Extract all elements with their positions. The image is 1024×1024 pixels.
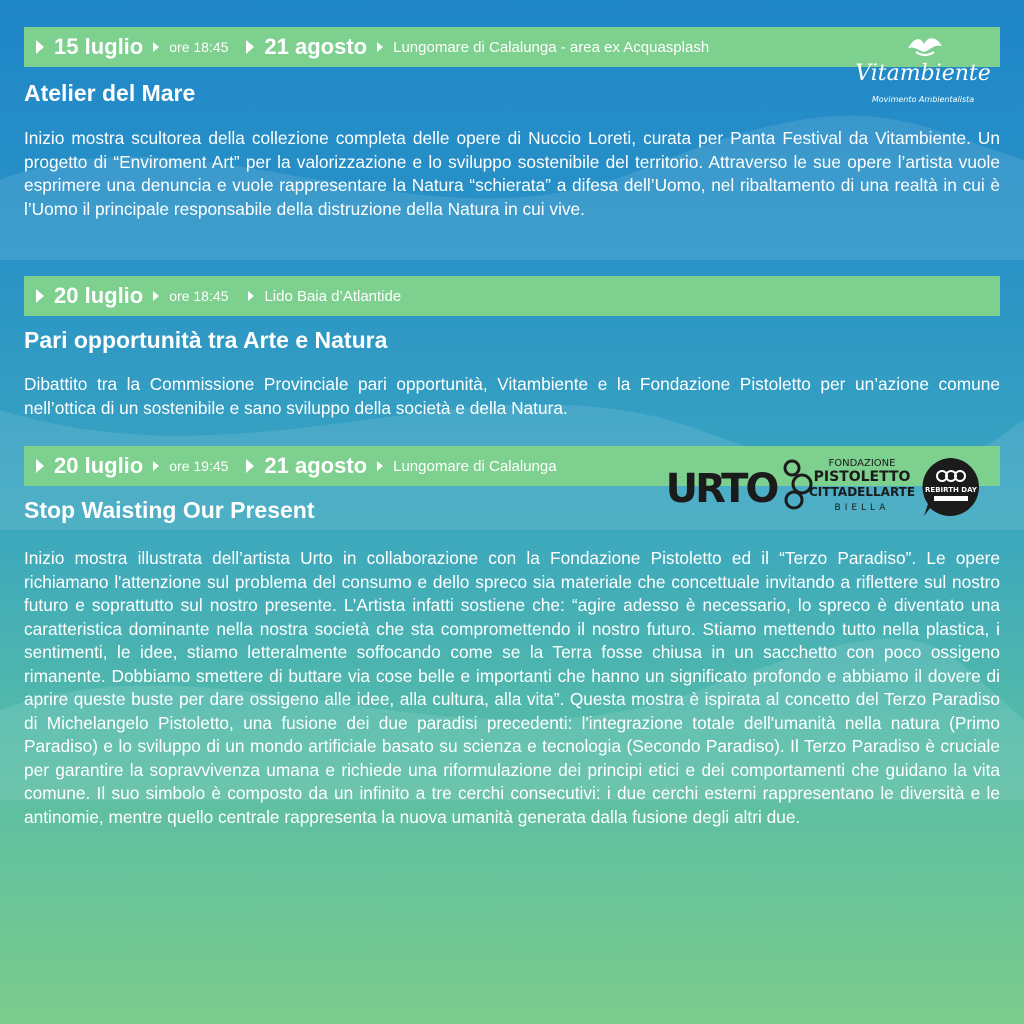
svg-text:Movimento Ambientalista: Movimento Ambientalista (871, 95, 975, 104)
event-3-start-date: 20 luglio (54, 453, 144, 478)
event-1-date-bar (24, 27, 1000, 67)
event-3-description: Inizio mostra illustrata dell’artista Urto in collaborazione con la Fondazione Pistoletto ed il “Terzo Paradiso”. Le opere richiamano l'attenzione sul problema del consumo e dello spreco sia materiale che concettuale invitando a riflettere sul nostro futuro e soprattutto sul nostro presente. L’Artista infatti sostiene che: “agire adesso è necessario, lo spreco è diventato una caratteristica dominante nella nostra società che sta compromettendo il nostro futuro. Stiamo mettendo tutto nella plastica, i sentimenti, le idee, stiamo letteralmente soffocando come se la Terra fosse chiusa in un sacchetto con poco ossigeno rimanente. Dobbiamo smettere di buttare via cose belle e importanti che hanno un significato profondo e abbiamo il dovere di aprire queste buste per dare ossigeno alle idee, alla cultura, alla vita”. Questa mostra è ispirata al concetto del Terzo Paradiso di Michelangelo Pistoletto, una fusione dei due paradisi precedenti: l'integrazione totale dell'umanità nella natura (Primo Paradiso) e lo sviluppo di un mondo artificiale basato su scienza e tecnologia (Secondo Paradiso). Il Terzo Paradiso è cruciale per garantire la sopravvivenza umana e richiede una riformulazione dei principi etici e dei comportamenti che guidano la vita comune. Il suo simbolo è composto da un infinito a tre cerchi consecutivi: i due cerchi esterni rappresentano le diversità e le antinomie, mentre quello centrale rappresenta la nuova umanità generata dalla fusione degli altri due. (24, 548, 1000, 827)
dove-icon (908, 38, 942, 55)
arrow-icon (153, 461, 159, 471)
event-2-place: Lido Baia d’Atlantide (264, 287, 402, 305)
svg-text:REBIRTH DAY: REBIRTH DAY (925, 486, 977, 494)
event-2-date: 20 luglio (54, 283, 144, 308)
vitambiente-logo (855, 30, 991, 110)
svg-text:CITTADELLARTE: CITTADELLARTE (808, 485, 916, 499)
svg-text:URTO: URTO (665, 466, 777, 512)
event-2-time: ore 18:45 (169, 288, 229, 304)
fondazione-pistoletto-logo (780, 454, 916, 516)
event-2-description: Dibattito tra la Commissione Provinciale pari opportunità, Vitambiente e la Fondazione Pistoletto per un’azione comune nell’ottica di un sostenibile e sano sviluppo della società e della Natura. (24, 374, 1000, 418)
arrow-icon (246, 459, 254, 473)
arrow-icon (36, 459, 44, 473)
event-2-title: Pari opportunità tra Arte e Natura (24, 327, 388, 353)
event-2-date-bar (24, 276, 1000, 316)
event-3-place: Lungomare di Calalunga (393, 457, 557, 475)
arrow-icon (36, 40, 44, 54)
event-1-title: Atelier del Mare (24, 80, 196, 106)
event-3-time: ore 19:45 (169, 458, 229, 474)
rebirth-day-logo (920, 456, 982, 518)
rebirth-banner (934, 496, 968, 501)
svg-text:BIELLA: BIELLA (834, 503, 890, 513)
event-1-time: ore 18:45 (169, 39, 229, 55)
event-1-description: Inizio mostra scultorea della collezione completa delle opere di Nuccio Loreti, curata per Panta Festival da Vitambiente. Un progetto di “Enviroment Art” per la valorizzazione e lo sviluppo sostenibile del territorio. Attraverso le sue opere l’artista vuole esprimere una denuncia e vuole rappresentare la Natura “schierata” a difesa dell’Uomo, nel ribaltamento di una realtà in cui è l’Uomo il principale responsabile della distruzione della Natura in cui vive. (24, 128, 1000, 219)
arrow-icon (153, 291, 159, 301)
arrow-icon (36, 289, 44, 303)
arrow-icon (377, 42, 383, 52)
arrow-icon (377, 461, 383, 471)
event-1-place: Lungomare di Calalunga - area ex Acquasplash (393, 38, 710, 56)
event-1-start-date: 15 luglio (54, 34, 144, 59)
arrow-icon (246, 40, 254, 54)
event-3-end-date: 21 agosto (264, 453, 368, 478)
event-3-title: Stop Waisting Our Present (24, 497, 315, 523)
svg-text:FONDAZIONE: FONDAZIONE (828, 458, 896, 469)
svg-text:Vitambiente: Vitambiente (855, 61, 991, 86)
third-paradise-icon (785, 461, 811, 508)
svg-text:PISTOLETTO: PISTOLETTO (813, 469, 911, 485)
arrow-icon (248, 291, 254, 301)
urto-logo (665, 458, 777, 512)
arrow-icon (153, 42, 159, 52)
event-1-end-date: 21 agosto (264, 34, 368, 59)
